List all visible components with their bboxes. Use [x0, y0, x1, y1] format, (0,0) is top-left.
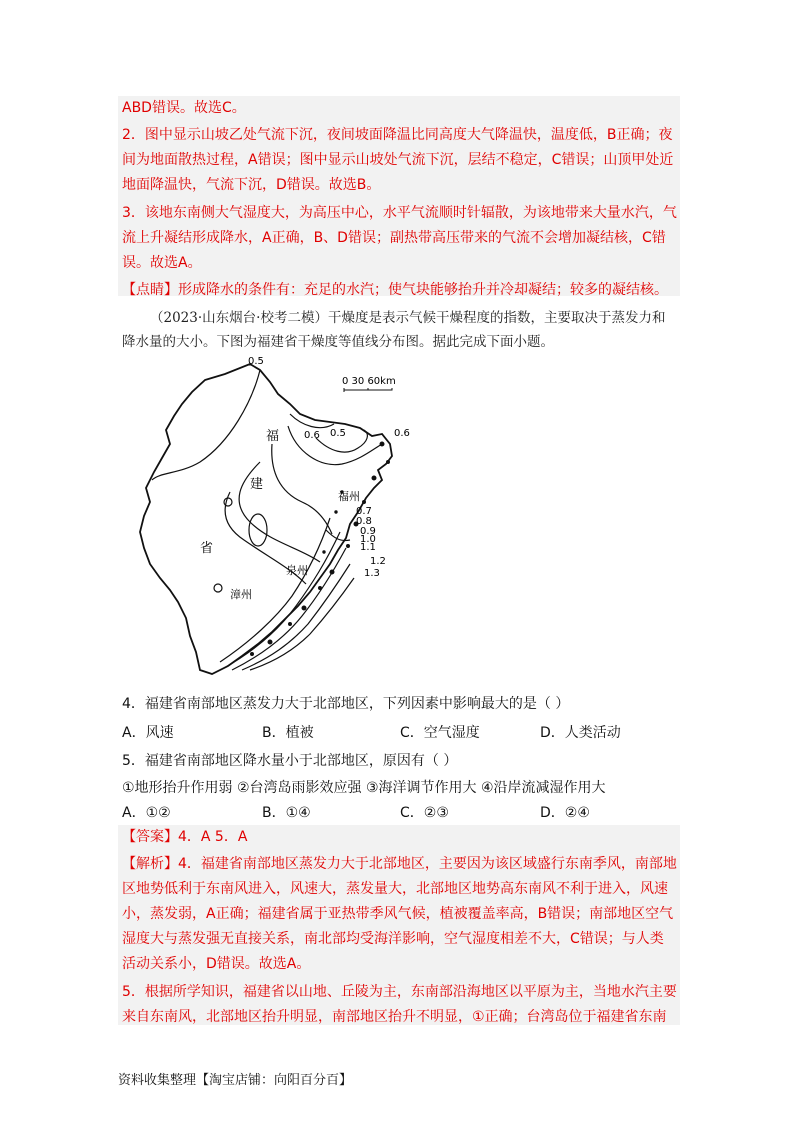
svg-text:0.6: 0.6 — [304, 430, 320, 441]
q4-option-c: C．空气湿度 — [400, 725, 480, 741]
analysis-4-line: 活动关系小，D错误。故选A。 — [122, 956, 311, 972]
question-intro: （2023·山东烟台·校考二模）干燥度是表示气候干燥程度的指数，主要取决于蒸发力和 — [150, 310, 666, 326]
answer-q3-line: 流上升凝结形成降水，A正确，B、D错误；副热带高压带来的气流不会增加凝结核，C错 — [122, 230, 666, 246]
analysis-4-line: 小，蒸发弱，A正确；福建省属于亚热带季风气候，植被覆盖率高，B错误；南部地区空气 — [122, 906, 674, 922]
question-intro: 降水量的大小。下图为福建省干燥度等值线分布图。据此完成下面小题。 — [122, 334, 554, 350]
q4-option-b: B．植被 — [262, 725, 314, 741]
city-label: 漳州 — [230, 588, 252, 601]
answer-q2-line: 2．图中显示山坡乙处气流下沉，夜间坡面降温比同高度大气降温快，温度低，B正确；夜 — [122, 127, 673, 143]
q4-option-a: A．风速 — [122, 725, 174, 741]
answer-q3-line: 3．该地东南侧大气湿度大，为高压中心，水平气流顺时针辐散，为该地带来大量水汽，气 — [122, 205, 677, 221]
svg-text:0.8: 0.8 — [356, 516, 372, 527]
page-footer: 资料收集整理【淘宝店铺：向阳百分百】 — [118, 1073, 353, 1088]
q5-option-a: A．①② — [122, 805, 171, 821]
svg-text:1.3: 1.3 — [364, 568, 380, 579]
tip-line: 【点睛】形成降水的条件有：充足的水汽；使气块能够抬升并冷却凝结；较多的凝结核。 — [122, 282, 668, 298]
svg-text:0.5: 0.5 — [330, 428, 346, 439]
q4-option-d: D．人类活动 — [540, 725, 621, 741]
scale-bar — [342, 376, 396, 392]
q5-option-c: C．②③ — [400, 805, 449, 821]
question-5-items: ①地形抬升作用弱 ②台湾岛雨影效应强 ③海洋调节作用大 ④沿岸流减湿作用大 — [122, 780, 606, 796]
isoline-values — [248, 356, 410, 579]
analysis-5-line: 5．根据所学知识，福建省以山地、丘陵为主，东南部沿海地区以平原为主，当地水汽主要 — [122, 984, 677, 1000]
dryness-isoline-map — [120, 352, 420, 682]
province-char: 建 — [250, 477, 264, 492]
answer-line: ABD错误。故选C。 — [122, 100, 246, 116]
question-5-stem: 5．福建省南部地区降水量小于北部地区，原因有（ ） — [122, 753, 458, 769]
svg-text:0.5: 0.5 — [248, 356, 264, 367]
svg-text:1.0: 1.0 — [360, 534, 376, 545]
q5-option-b: B．①④ — [262, 805, 311, 821]
city-label: 泉州 — [286, 564, 308, 577]
analysis-4-line: 【解析】4．福建省南部地区蒸发力大于北部地区，主要因为该区域盛行东南季风，南部地 — [122, 856, 677, 872]
analysis-4-line: 区地势低利于东南风进入，风速大，蒸发量大，北部地区地势高东南风不利于进入，风速 — [122, 881, 668, 897]
answer-label: 【答案】4．A 5．A — [122, 829, 248, 845]
svg-text:0.6: 0.6 — [394, 428, 410, 439]
isolines — [152, 370, 382, 670]
province-outline — [140, 364, 392, 674]
city-label: 福州 — [338, 490, 360, 503]
province-char: 福 — [266, 429, 280, 444]
svg-text:0.9: 0.9 — [360, 526, 376, 537]
scale-label: 0 30 60km — [342, 376, 396, 387]
answer-q2-line: 地面降温快，气流下沉，D错误。故选B。 — [122, 177, 381, 193]
answer-q3-line: 误。故选A。 — [122, 255, 202, 271]
question-4-stem: 4．福建省南部地区蒸发力大于北部地区，下列因素中影响最大的是（ ） — [122, 696, 570, 712]
svg-text:0.7: 0.7 — [356, 506, 372, 517]
svg-text:1.1: 1.1 — [360, 542, 376, 553]
svg-text:1.2: 1.2 — [370, 556, 386, 567]
analysis-5-line: 来自东南风，北部地区抬升明显，南部地区抬升不明显，①正确；台湾岛位于福建省东南 — [122, 1009, 667, 1025]
answer-q2-line: 间为地面散热过程，A错误；图中显示山坡处气流下沉，层结不稳定，C错误；山顶甲处近 — [122, 152, 674, 168]
province-char: 省 — [200, 541, 214, 556]
analysis-4-line: 湿度大与蒸发强无直接关系，南北部均受海洋影响，空气湿度相差不大，C错误；与人类 — [122, 931, 664, 947]
q5-option-d: D．②④ — [540, 805, 590, 821]
